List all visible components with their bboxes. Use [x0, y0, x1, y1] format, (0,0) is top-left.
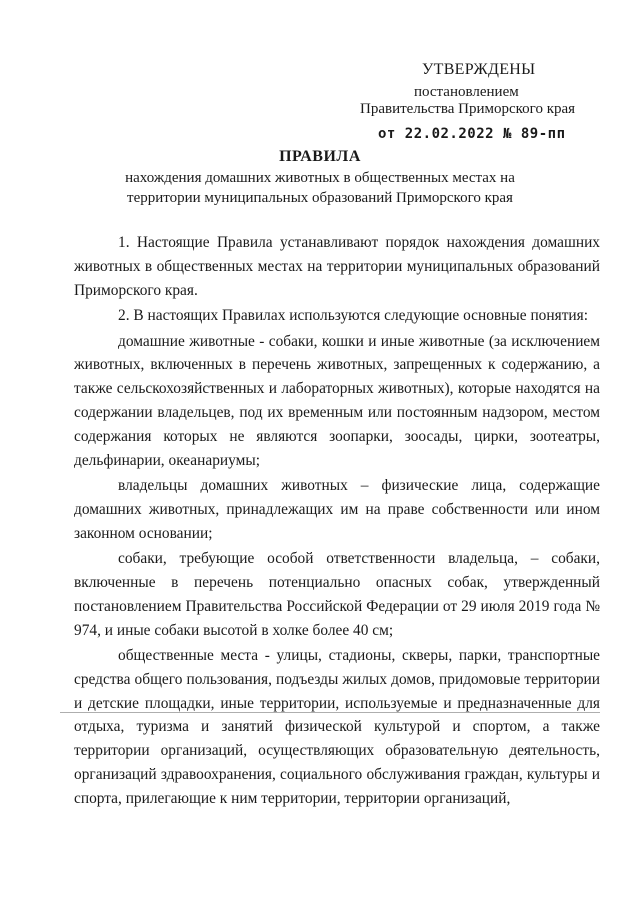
definition-domestic-animals: домашние животные - собаки, кошки и иные животные (за исключением животных, включенных в перечень животных, запрещенных к содержанию, а также сельскохозяйственных и лабораторных животных), которые находятся на содержании владельцев, под их временным или постоянным надзором, местом содержания которых не являются зоопарки, зоосады, цирки, зоотеатры, дельфинарии, океанариумы;	[74, 332, 600, 469]
paragraph-1: 1. Настоящие Правила устанавливают порядок нахождения домашних животных в общественных местах на территории муниципальных образований Приморского края.	[74, 234, 600, 299]
definition-owners: владельцы домашних животных – физические лица, содержащие домашних животных, принадлежащих им на праве собственности или ином законном основании;	[74, 477, 600, 542]
paragraph-2: 2. В настоящих Правилах используются следующие основные понятия:	[118, 307, 589, 325]
definition-special-dogs: собаки, требующие особой ответственности владельца, – собаки, включенные в перечень потенциально опасных собак, утвержденный постановлением Правительства Российской Федерации от 29 июля 2019 года № 974, и иные собаки высотой в холке более 40 см;	[74, 550, 600, 639]
government-line: Правительства Приморского края	[360, 101, 576, 117]
resolution-line: постановлением	[414, 84, 519, 100]
date-number: от 22.02.2022 № 89-пп	[378, 126, 566, 142]
document-body	[74, 231, 600, 811]
document-subtitle: нахождения домашних животных в общественных местах на территории муниципальных образований Приморского края	[125, 170, 515, 206]
approved-heading: УТВЕРЖДЕНЫ	[422, 61, 536, 78]
definition-public-places: общественные места - улицы, стадионы, скверы, парки, транспортные средства общего пользования, подъезды жилых домов, придомовые территории и детские площадки, иные территории, используемые и предназначенные для отдыха, туризма и занятий физической культурой и спортом, а также территории организаций, осуществляющих образовательную деятельность, организаций здравоохранения, социального обслуживания граждан, культуры и спорта, прилегающие к ним территории, территории организаций,	[74, 646, 600, 807]
document-title: ПРАВИЛА	[279, 148, 361, 165]
